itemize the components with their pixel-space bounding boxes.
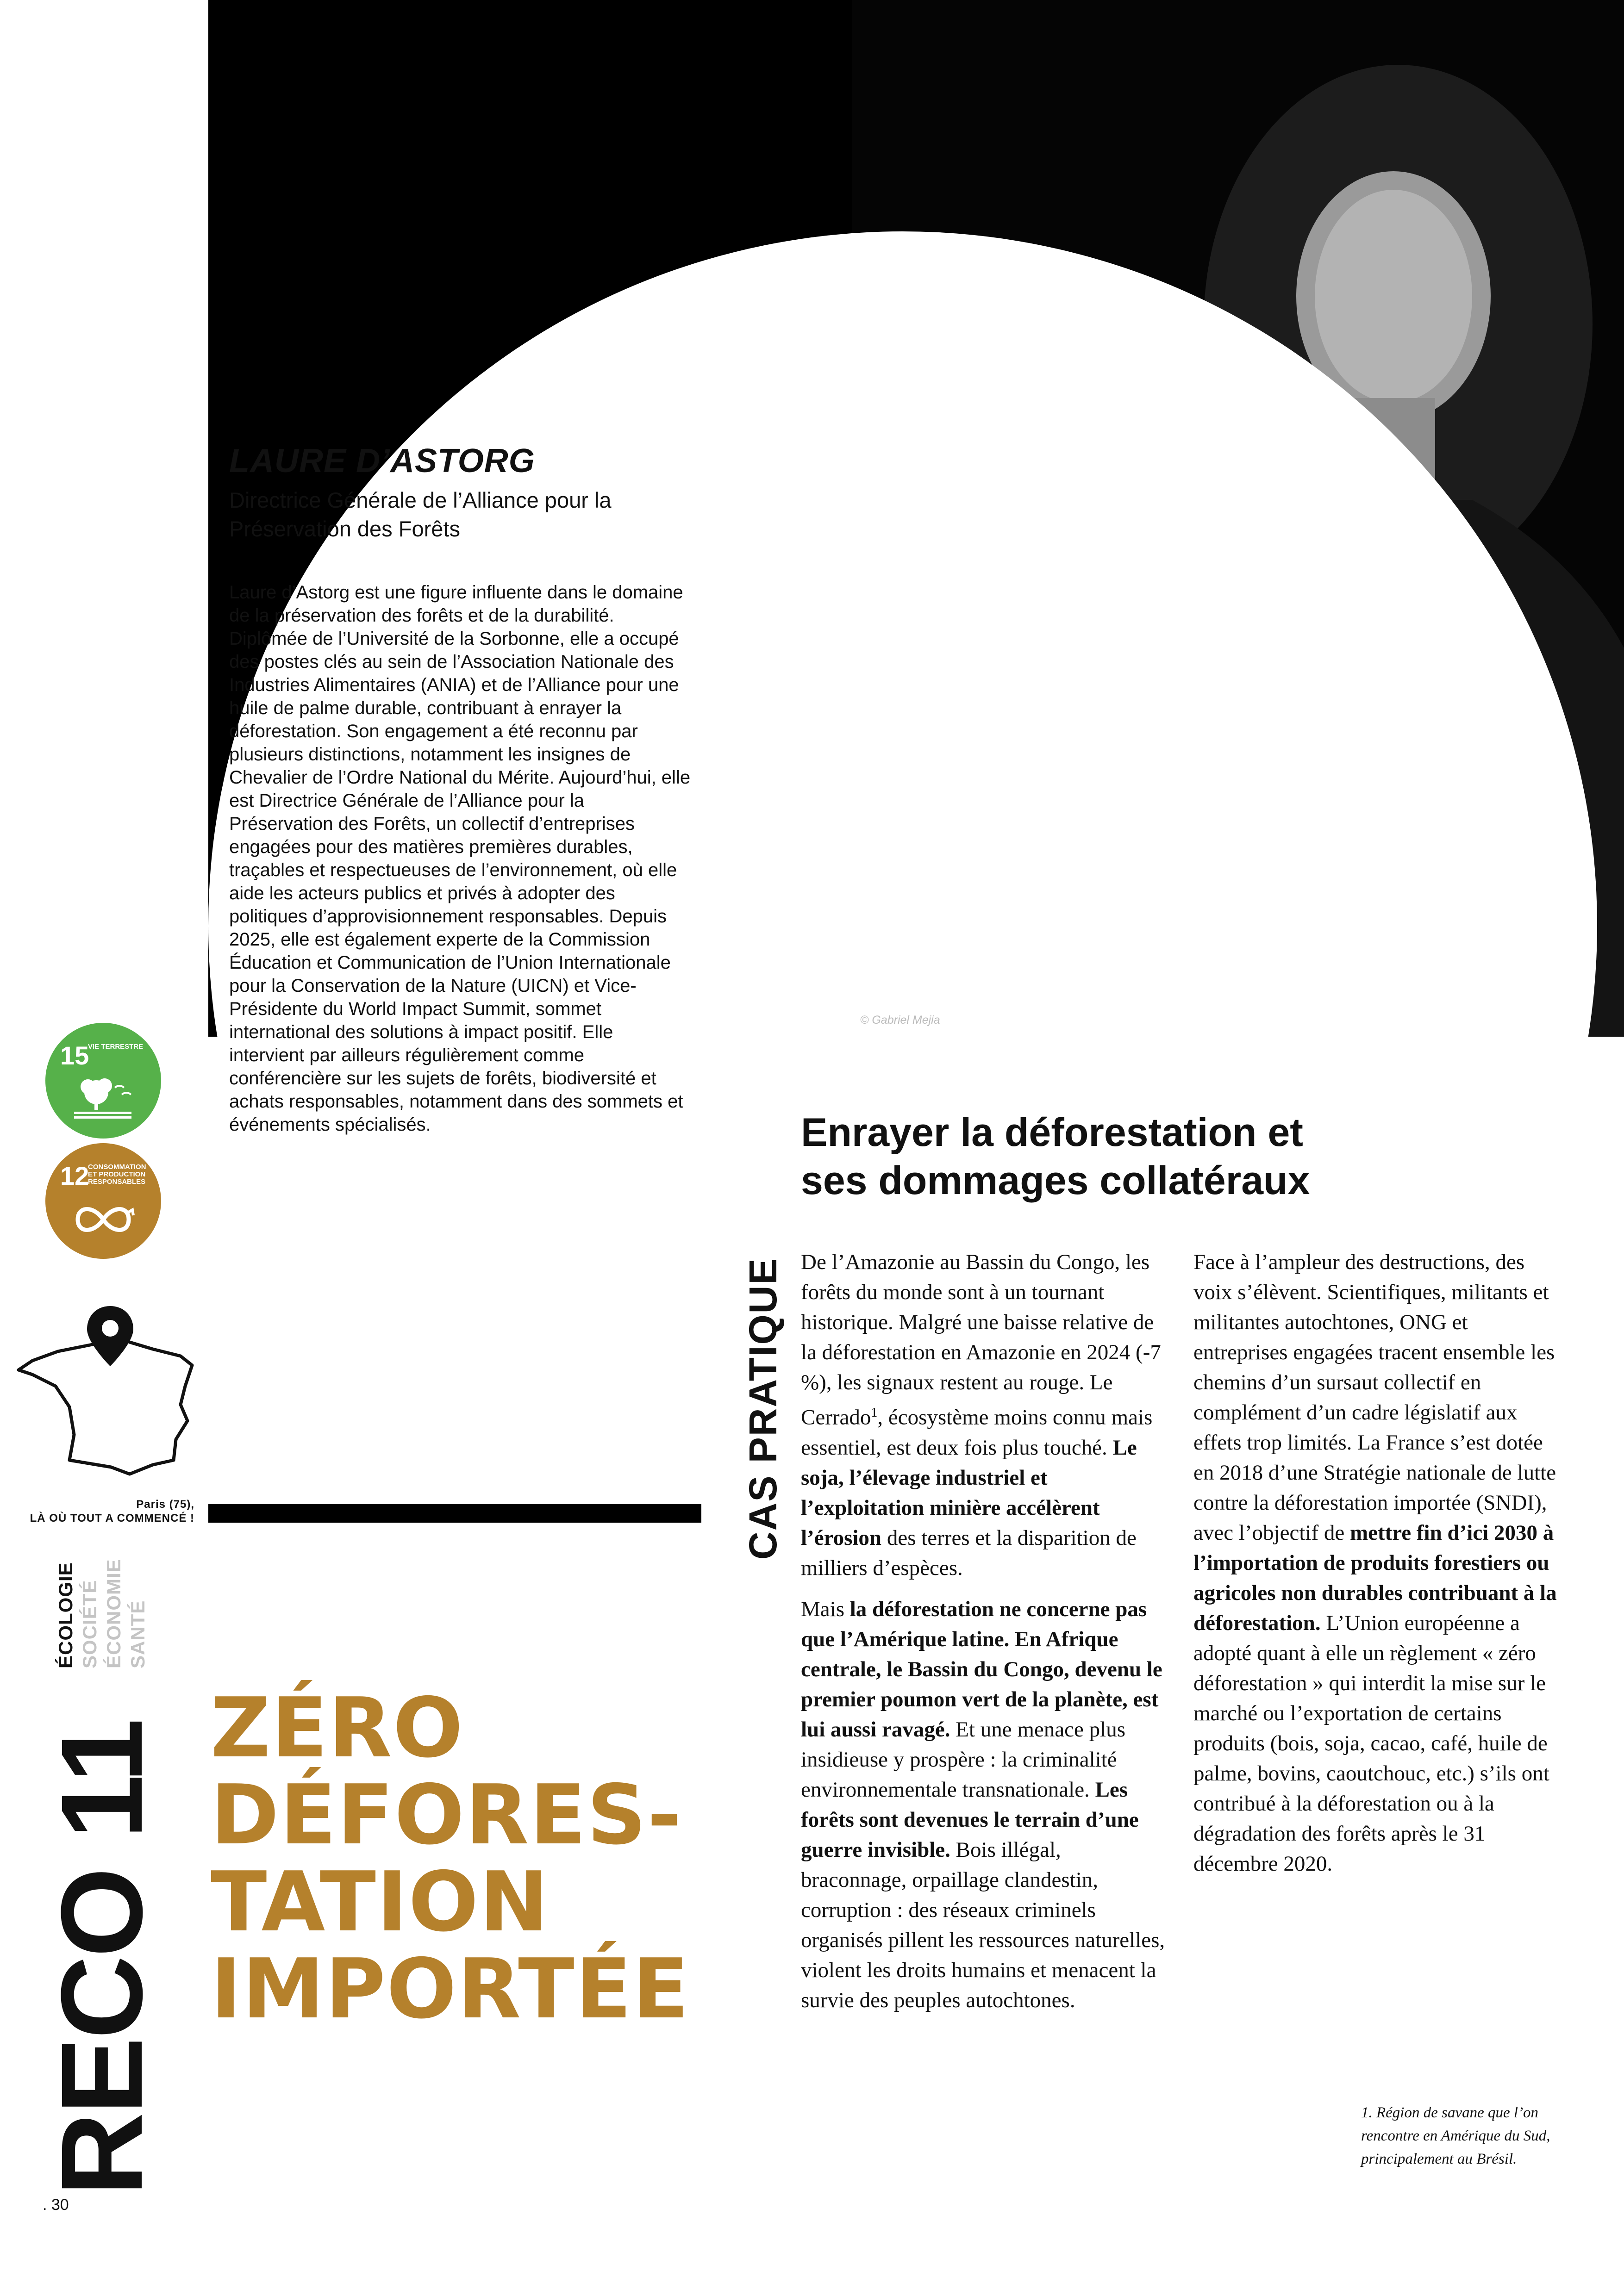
- emphasis: mettre fin d’ici 2030 à l’importation de produits forestiers ou agricoles non durables contribuant à la déforestation.: [1193, 1521, 1557, 1635]
- footnote-ref: 1: [871, 1406, 878, 1420]
- profile-bio: Laure d’Astorg est une figure influente dans le domaine de la préservation des forêts et de la durabilité. Diplômée de l’Université de la Sorbonne, elle a occupé des postes clés au sein de l’Association Nationale des Industries Alimentaires (ANIA) et de l’Alliance pour une huile de palme durable, contribuant à enrayer la déforestation. Son engagement a été reconnu par plusieurs distinctions, notamment les insignes de Chevalier de l’Ordre National du Mérite. Aujourd’hui, elle est Directrice Générale de l’Alliance pour la Préservation des Forêts, un collectif d’entreprises engagées pour des matières premières durables, traçables et respectueuses de l’environnement, où elle aide les acteurs publics et privés à adopter des politiques d’approvisionnement responsables. Depuis 2025, elle est également experte de la Commission Éducation et Communication de l’Union Internationale pour la Conservation de la Nature (UICN) et Vice-Présidente du World Impact Summit, sommet international des solutions à impact positif. Elle intervient par ailleurs régulièrement comme conférencière sur les sujets de forêts, biodiversité et achats responsables, notamment dans des sommets et événements spécialisés.: [229, 582, 691, 1135]
- article-title-line: ses dommages collatéraux: [801, 1158, 1310, 1203]
- text: De l’Amazonie au Bassin du Congo, les forêts du monde sont à un tournant historique. Malgré une baisse relative de la déforestation en Amazonie en 2024 (-7 %), les signaux restent au rouge. Le Cerrado: [801, 1250, 1161, 1430]
- location-city: Paris (75),: [136, 1498, 194, 1511]
- text: , écosystème moins connu mais essentiel, est deux fois plus touché.: [801, 1405, 1153, 1460]
- location-caption: [0, 1498, 194, 1525]
- photo-credit: © Gabriel Mejia: [860, 1014, 940, 1027]
- main-title-line: TATION: [211, 1854, 550, 1950]
- profile-role: Directrice Générale de l’Alliance pour la Préservation des Forêts: [229, 488, 612, 541]
- text: Mais: [801, 1597, 850, 1621]
- main-title-line: IMPORTÉE: [211, 1941, 690, 2037]
- main-title-line: DÉFORES-: [211, 1767, 682, 1863]
- paragraph: [801, 1594, 1167, 2016]
- category-economie: ÉCONOMIE: [103, 1559, 125, 1668]
- france-map-icon: [14, 1305, 208, 1490]
- main-title: [211, 1680, 720, 2037]
- section-label: CAS PRATIQUE: [741, 1257, 785, 1560]
- sdg-15-badge: [45, 1023, 161, 1139]
- main-title-line: ZÉRO: [211, 1680, 464, 1776]
- location-tagline: LÀ OÙ TOUT A COMMENCÉ !: [30, 1512, 194, 1524]
- sdg-number: 15: [60, 1041, 89, 1070]
- sdg-12-badge: [45, 1143, 161, 1259]
- sdg-number: 12: [60, 1161, 89, 1190]
- text: des terres et la disparition de milliers d’espèces.: [801, 1525, 1137, 1580]
- category-sante: SANTÉ: [127, 1600, 149, 1668]
- article-column-1: [801, 1247, 1167, 2027]
- paragraph: [801, 1247, 1167, 1583]
- article-title-line: Enrayer la déforestation et: [801, 1110, 1303, 1155]
- profile-name: LAURE D’ASTORG: [229, 442, 535, 479]
- reco-number: RECO 11: [37, 1720, 166, 2196]
- emphasis: la déforestation ne concerne pas que l’Amérique latine. En Afrique centrale, le Bassin du Congo, devenu le premier poumon vert de la planète, est lui aussi ravagé.: [801, 1597, 1162, 1742]
- text: L’Union européenne a adopté quant à elle un règlement « zéro déforestation » qui interdit la mise sur le marché ou l’exportation de certains produits (bois, soja, cacao, café, huile de palme, bovins, caoutchouc, etc.) s’ils ont contribué à la déforestation ou à la dégradation des forêts après le 31 décembre 2020.: [1193, 1611, 1549, 1876]
- article-column-2: [1193, 1247, 1564, 1890]
- sdg-label: CONSOMMATION ET PRODUCTION RESPONSABLES: [88, 1163, 146, 1186]
- page-number: . 30: [43, 2196, 69, 2214]
- emphasis: Les forêts sont devenues le terrain d’une guerre invisible.: [801, 1777, 1139, 1862]
- article-title: [801, 1108, 1449, 1205]
- infinity-icon: [45, 1143, 161, 1259]
- emphasis: Le soja, l’élevage industriel et l’exploitation minière accélèrent l’érosion: [801, 1435, 1137, 1550]
- category-ecologie: ÉCOLOGIE: [55, 1562, 76, 1668]
- tree-icon: [45, 1023, 161, 1139]
- text: Et une menace plus insidieuse y prospère : la criminalité environnementale transnationale.: [801, 1717, 1125, 1802]
- divider-bar: [208, 1504, 701, 1523]
- text: Bois illégal, braconnage, orpaillage clandestin, corruption : des réseaux criminels organisés pillent les ressources naturelles, violent les droits humains et menacent la survie des peuples autochtones.: [801, 1837, 1165, 2012]
- text: Face à l’ampleur des destructions, des voix s’élèvent. Scientifiques, militants et militantes autochtones, ONG et entreprises engagées tracent ensemble les chemins d’un sursaut collectif en complément d’un cadre législatif aux effets trop limités. La France s’est dotée en 2018 d’une Stratégie nationale de lutte contre la déforestation importée (SNDI), avec l’objectif de: [1193, 1250, 1556, 1545]
- left-margin: [0, 0, 208, 1037]
- category-societe: SOCIÉTÉ: [79, 1580, 100, 1668]
- paragraph: [1193, 1247, 1564, 1879]
- sdg-label: VIE TERRESTRE: [88, 1043, 144, 1051]
- footnote: 1. Région de savane que l’on rencontre en Amérique du Sud, principalement au Brésil.: [1361, 2104, 1550, 2167]
